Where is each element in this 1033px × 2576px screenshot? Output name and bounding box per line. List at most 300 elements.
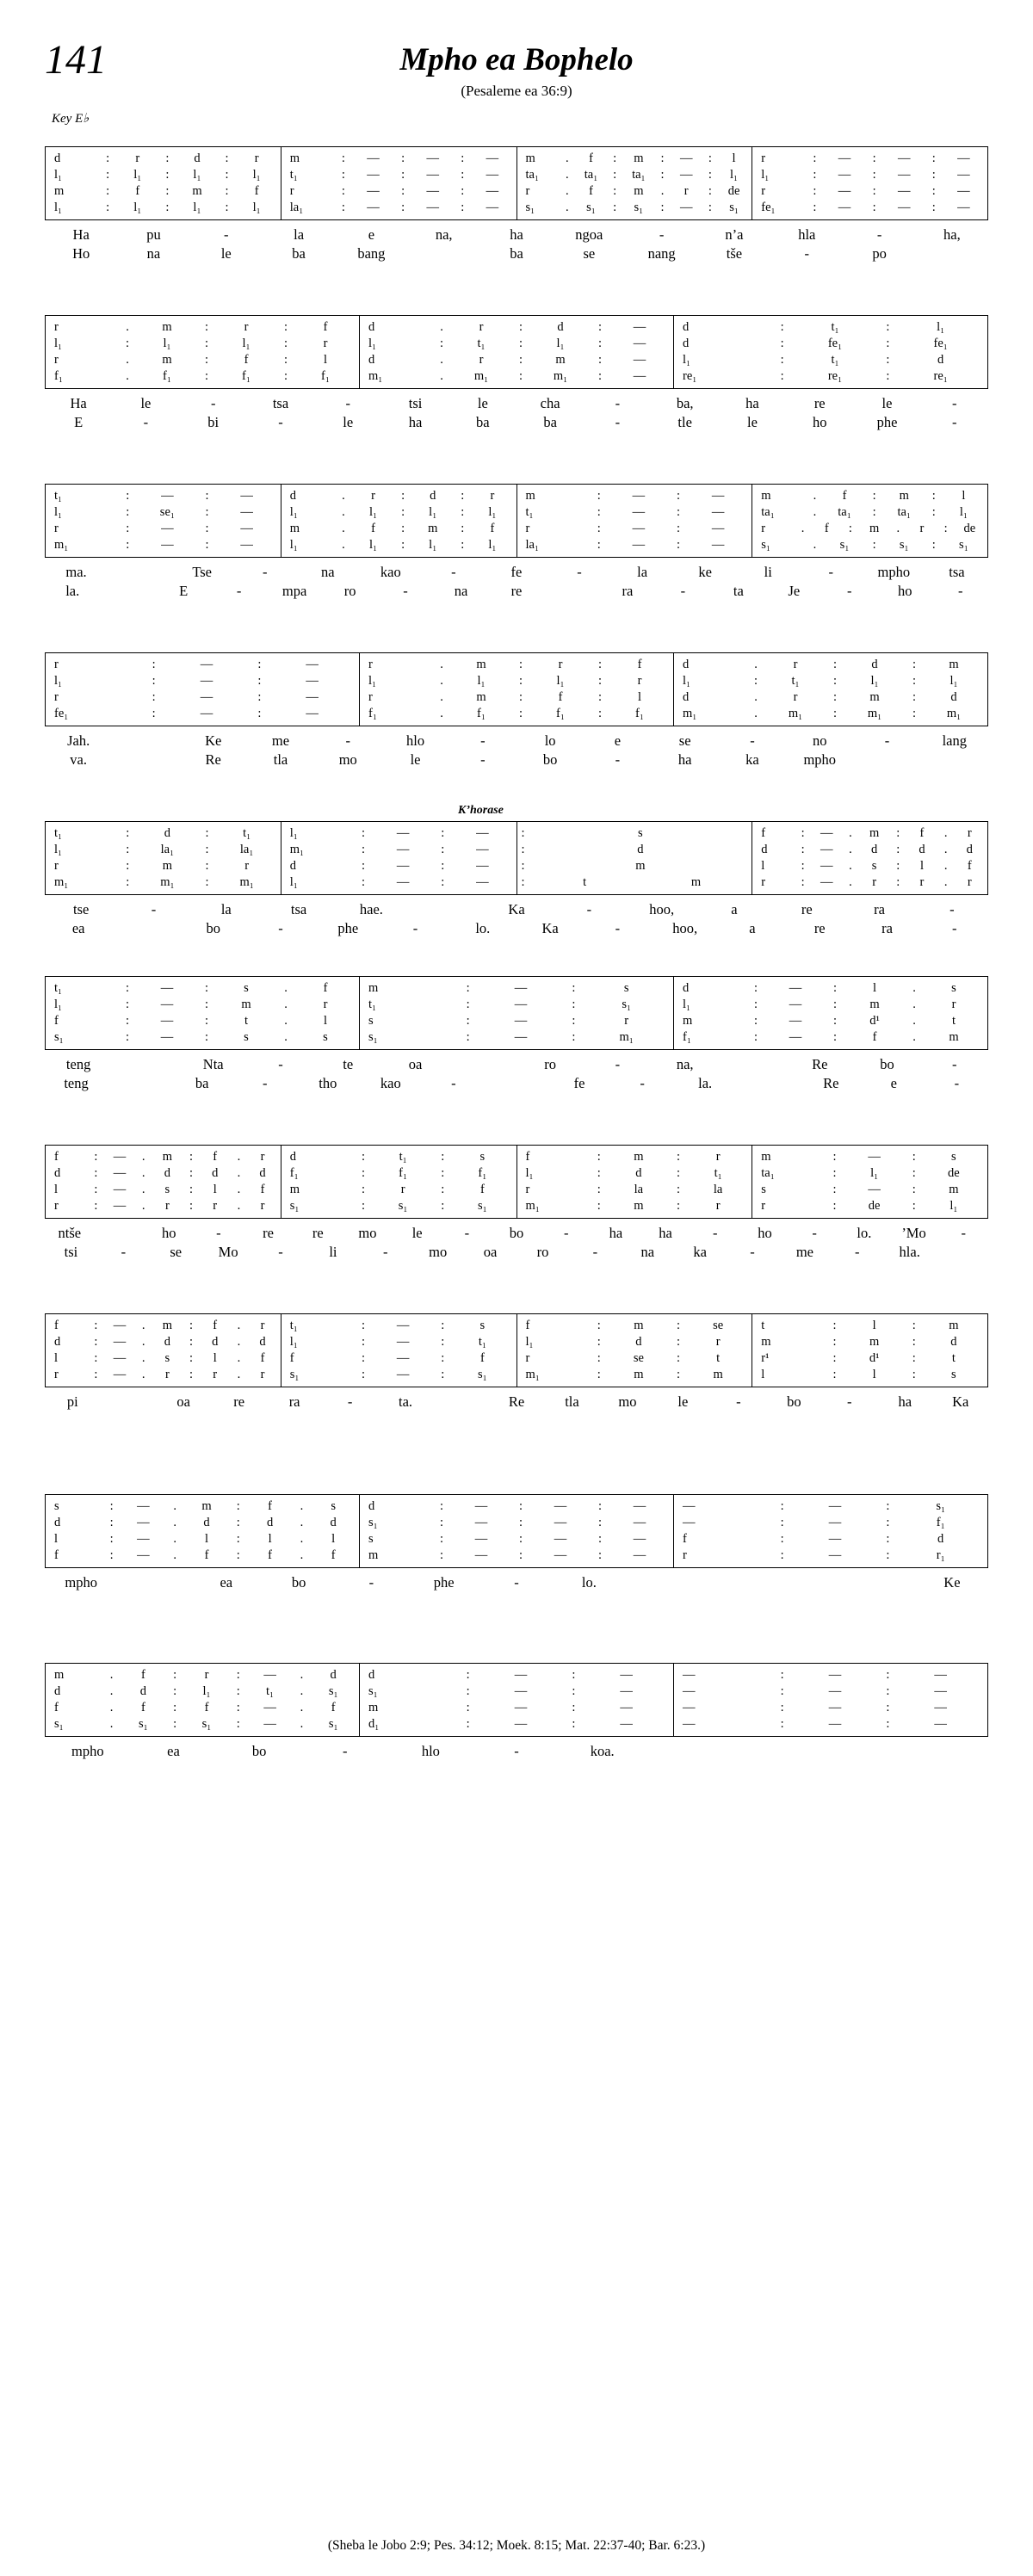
voice-line-alto	[674, 1515, 987, 1531]
lyric-syllable: Ke	[943, 1574, 961, 1591]
note-token: l	[204, 1532, 208, 1546]
note-token: m	[368, 1548, 379, 1562]
lyric-syllable: le	[746, 414, 758, 430]
note-token: f	[842, 489, 847, 503]
note-token: —	[828, 1668, 842, 1682]
voice-line-tenor	[517, 858, 752, 874]
voice-line-soprano	[281, 151, 516, 167]
lyric-syllable: ba	[195, 1075, 209, 1091]
beat-separator: .	[126, 320, 129, 334]
note-token: t₁	[478, 1335, 486, 1349]
beat-separator: :	[597, 1516, 603, 1529]
note-token: —	[957, 151, 970, 165]
lyric-syllable: -	[847, 1393, 852, 1410]
beat-separator: .	[300, 1701, 304, 1714]
note-token: —	[683, 1516, 696, 1529]
beat-separator: :	[441, 1150, 445, 1164]
lyric-syllable: fe	[573, 1075, 585, 1091]
lyric-syllable: cha	[540, 395, 560, 411]
beat-separator: :	[94, 1183, 98, 1196]
note-token: f₁	[289, 1166, 299, 1180]
note-token: s₁	[139, 1717, 148, 1731]
note-token: —	[160, 1030, 174, 1044]
beat-separator: :	[283, 337, 288, 350]
note-token: r	[371, 489, 375, 503]
note-token: d	[950, 690, 957, 704]
note-token: —	[137, 1548, 150, 1562]
note-token: m	[899, 489, 909, 503]
lyric-syllable: tla	[565, 1393, 579, 1410]
beat-separator: :	[441, 1319, 445, 1332]
note-token: t₁	[791, 674, 800, 688]
measure	[517, 1314, 753, 1387]
beat-separator: :	[886, 369, 890, 383]
beat-separator: :	[126, 875, 130, 889]
lyric-syllable: tsa	[290, 901, 307, 917]
note-token: —	[897, 201, 911, 214]
note-token: d	[203, 1516, 210, 1529]
beat-separator: :	[931, 184, 936, 198]
note-token: —	[263, 1717, 276, 1731]
note-token: —	[200, 674, 213, 688]
measure	[46, 147, 281, 219]
beat-separator: .	[896, 522, 900, 535]
note-token: m₁	[525, 1199, 540, 1213]
beat-separator: .	[566, 168, 569, 182]
beat-separator: :	[236, 1701, 240, 1714]
beat-separator: :	[441, 1199, 445, 1213]
note-token: l₁	[429, 505, 437, 519]
note-token: —	[514, 1701, 528, 1714]
beat-separator: :	[813, 168, 817, 182]
voice-line-alto	[517, 167, 752, 183]
note-token: l₁	[368, 505, 378, 519]
voice-line-bass	[360, 1716, 673, 1733]
note-token: f₁	[556, 707, 565, 720]
lyric-syllable: pu	[146, 226, 161, 243]
beat-separator: :	[597, 1183, 601, 1196]
measure	[46, 1495, 360, 1567]
voice-line-bass	[752, 1367, 987, 1383]
note-token: r	[761, 184, 766, 198]
lyric-syllable: ho	[161, 1225, 176, 1241]
lyric-syllable: -	[828, 564, 834, 580]
note-token: m	[476, 658, 486, 671]
note-token: —	[838, 184, 851, 198]
note-token: —	[838, 168, 851, 182]
beat-separator: :	[173, 1701, 177, 1714]
note-token: f₁	[635, 707, 644, 720]
lyric-syllable: ho	[898, 583, 912, 599]
beat-separator: .	[284, 981, 288, 995]
music-systems	[0, 129, 1033, 1814]
beat-separator: :	[257, 658, 262, 671]
beat-separator: :	[676, 505, 681, 519]
note-token: d	[212, 1166, 219, 1180]
voice-line-bass	[46, 368, 359, 385]
lyrics-block	[45, 1742, 988, 1782]
lyric-syllable: ke	[698, 564, 712, 580]
note-token: —	[554, 1516, 567, 1529]
note-token: —	[486, 184, 499, 198]
voice-line-bass	[517, 537, 752, 553]
note-token: l₁	[54, 337, 63, 350]
lyric-syllable: ro	[536, 1244, 549, 1260]
note-token: s	[164, 1183, 170, 1196]
beat-separator: :	[886, 1532, 890, 1546]
note-token: m	[54, 184, 65, 198]
note-token: t₁	[289, 1319, 298, 1332]
beat-separator: :	[660, 201, 665, 214]
lyric-syllable: bo	[509, 1225, 524, 1241]
note-token: d	[937, 1532, 944, 1546]
lyric-syllable: me	[271, 732, 290, 749]
beat-separator: :	[441, 1351, 445, 1365]
lyric-syllable: tho	[319, 1075, 337, 1091]
measure	[46, 653, 360, 726]
voice-line-soprano	[281, 1318, 516, 1334]
note-token: m	[869, 522, 880, 535]
beat-separator: :	[521, 859, 525, 873]
voice-line-tenor	[46, 521, 281, 537]
note-token: f₁	[321, 369, 330, 383]
note-token: m	[949, 658, 959, 671]
voice-line-tenor	[46, 1350, 281, 1367]
voice-line-alto	[674, 997, 987, 1013]
lyric-syllable: bang	[357, 245, 386, 262]
beat-separator: :	[912, 1335, 916, 1349]
beat-separator: :	[676, 1183, 681, 1196]
lyric-line-verse-1	[45, 732, 988, 751]
beat-separator: :	[401, 538, 405, 552]
note-token: —	[396, 1368, 410, 1381]
voice-line-bass	[46, 1716, 359, 1733]
note-token: d	[54, 1516, 61, 1529]
lyric-syllable: tsi	[408, 395, 423, 411]
voice-line-bass	[360, 368, 673, 385]
note-token: s	[479, 1319, 486, 1332]
note-token: f	[268, 1548, 272, 1562]
beat-separator: :	[912, 674, 917, 688]
note-token: l₁	[525, 1335, 534, 1349]
lyric-syllable: Re	[508, 1393, 525, 1410]
note-token: s₁	[368, 1030, 378, 1044]
lyric-syllable: re	[813, 395, 826, 411]
lyrics-block	[45, 1055, 988, 1095]
voice-line-bass	[752, 537, 987, 553]
beat-separator: :	[931, 538, 936, 552]
note-token: l₁	[252, 168, 261, 182]
note-token: —	[396, 1335, 410, 1349]
lyric-syllable: le	[410, 751, 421, 768]
beat-separator: :	[931, 489, 936, 503]
beat-separator: :	[886, 1516, 890, 1529]
note-token: t₁	[54, 489, 63, 503]
beat-separator: :	[676, 1335, 681, 1349]
lyric-syllable: teng	[65, 1056, 91, 1072]
beat-separator: :	[676, 1368, 681, 1381]
beat-separator: :	[518, 1516, 523, 1529]
note-token: f	[371, 522, 375, 535]
lyric-line-verse-2	[45, 751, 988, 769]
note-token: r	[793, 690, 798, 704]
lyric-syllable: -	[345, 732, 351, 749]
note-token: —	[633, 1548, 646, 1562]
note-token: —	[367, 168, 380, 182]
note-token: s₁	[398, 1199, 408, 1213]
beat-separator: :	[461, 201, 465, 214]
beat-separator: :	[518, 674, 523, 688]
beat-separator: .	[173, 1548, 176, 1562]
note-token: —	[486, 168, 499, 182]
voice-line-tenor	[281, 1350, 516, 1367]
note-token: la₁	[289, 201, 304, 214]
note-token: —	[426, 184, 439, 198]
note-token: l₁	[368, 674, 377, 688]
note-token: —	[113, 1150, 127, 1164]
note-token: s₁	[899, 538, 909, 552]
beat-separator: :	[597, 658, 603, 671]
note-token: fe₁	[827, 337, 843, 350]
note-token: —	[396, 875, 410, 889]
note-token: d	[54, 1335, 61, 1349]
lyric-syllable: ea	[220, 1574, 233, 1591]
measure	[46, 485, 281, 557]
note-token: —	[306, 707, 319, 720]
voice-line-bass	[281, 1367, 516, 1383]
lyric-syllable: -	[592, 1244, 598, 1260]
beat-separator: :	[205, 843, 209, 856]
note-token: l	[761, 859, 765, 873]
beat-separator: :	[361, 826, 366, 840]
beat-separator: :	[173, 1668, 177, 1682]
beat-separator: :	[94, 1351, 98, 1365]
beat-separator: :	[189, 1183, 194, 1196]
voice-line-soprano	[281, 1149, 516, 1165]
lyrics-block	[45, 225, 988, 265]
note-token: r	[761, 151, 766, 165]
voice-line-alto	[46, 336, 359, 352]
voice-line-bass	[674, 368, 987, 385]
voice-line-bass	[281, 200, 516, 216]
lyric-syllable: hlo	[406, 732, 425, 749]
note-token: —	[683, 1499, 696, 1513]
note-token: l₁	[252, 201, 261, 214]
note-token: —	[554, 1499, 567, 1513]
note-token: —	[426, 151, 439, 165]
note-token: f₁	[54, 369, 63, 383]
lyric-syllable: kao	[380, 564, 401, 580]
note-token: —	[934, 1668, 947, 1682]
note-token: r	[254, 151, 259, 165]
system-7	[45, 1127, 988, 1263]
note-token: f₁	[368, 707, 377, 720]
voice-line-alto	[674, 1683, 987, 1700]
note-token: —	[897, 168, 911, 182]
system-mark-row	[45, 1646, 988, 1663]
lyrics-block	[45, 1573, 988, 1613]
beat-separator: .	[173, 1499, 176, 1513]
note-token: s₁	[622, 998, 632, 1011]
beat-separator: :	[597, 1532, 603, 1546]
beat-separator: :	[597, 1368, 601, 1381]
beat-separator: :	[189, 1368, 194, 1381]
beat-separator: :	[361, 1368, 366, 1381]
beat-separator: .	[300, 1717, 304, 1731]
beat-separator: :	[813, 151, 817, 165]
note-token: d	[289, 489, 296, 503]
beat-separator: .	[912, 998, 916, 1011]
note-token: t	[951, 1014, 956, 1028]
beat-separator: :	[257, 674, 262, 688]
note-token: r	[684, 184, 689, 198]
note-token: d	[950, 1335, 957, 1349]
beat-separator: :	[283, 369, 288, 383]
beat-separator: :	[597, 337, 603, 350]
note-token: f	[140, 1701, 145, 1714]
lyric-syllable: -	[216, 1225, 221, 1241]
beat-separator: :	[204, 998, 209, 1011]
beat-separator: :	[461, 184, 465, 198]
note-token: —	[396, 826, 410, 840]
note-token: d	[368, 1668, 375, 1682]
voice-line-soprano	[517, 488, 752, 504]
note-token: r₁	[936, 1548, 945, 1562]
beat-separator: :	[801, 843, 805, 856]
voice-line-alto	[517, 1334, 752, 1350]
lyric-line-verse-1	[45, 225, 988, 244]
lyric-syllable: ba	[476, 414, 490, 430]
lyric-syllable: le	[881, 395, 893, 411]
voice-line-soprano	[752, 151, 987, 167]
note-token: l₁	[54, 998, 63, 1011]
beat-separator: :	[912, 1319, 916, 1332]
voice-line-tenor	[281, 183, 516, 200]
lyric-syllable: ra	[288, 1393, 300, 1410]
note-token: —	[396, 1351, 410, 1365]
note-token: r	[54, 320, 59, 334]
lyric-syllable: -	[342, 1743, 348, 1759]
beat-separator: :	[439, 1499, 444, 1513]
note-token: d	[212, 1335, 219, 1349]
beat-separator: :	[708, 184, 712, 198]
beat-separator: :	[912, 690, 917, 704]
note-token: s₁	[289, 1199, 300, 1213]
beat-separator: :	[753, 981, 758, 995]
lyric-syllable: ho	[758, 1225, 772, 1241]
note-token: —	[868, 1183, 881, 1196]
lyric-syllable: -	[736, 1393, 741, 1410]
note-token: s	[368, 1532, 374, 1546]
note-token: s₁	[328, 1717, 338, 1731]
voice-line-soprano	[360, 1498, 673, 1515]
beat-separator: :	[896, 875, 900, 889]
note-token: l	[213, 1351, 217, 1365]
beat-separator: .	[141, 1351, 145, 1365]
voice-line-alto	[46, 1334, 281, 1350]
lyric-line-verse-1	[45, 1055, 988, 1074]
beat-separator: .	[237, 1150, 241, 1164]
note-token: —	[113, 1335, 127, 1349]
lyric-syllable: mpho	[65, 1574, 97, 1591]
lyric-syllable: -	[121, 1244, 127, 1260]
note-token: f	[54, 1319, 59, 1332]
note-token: m₁	[553, 369, 568, 383]
note-token: f	[289, 1351, 294, 1365]
system-gap	[0, 1613, 1033, 1646]
lyric-syllable: koa.	[590, 1743, 615, 1759]
note-token: r	[479, 353, 484, 367]
lyric-syllable: ra	[881, 920, 893, 936]
note-token: m	[949, 1319, 959, 1332]
lyric-syllable: -	[403, 583, 408, 599]
lyric-syllable: -	[812, 1225, 817, 1241]
note-token: r	[400, 1183, 405, 1196]
measure	[360, 977, 674, 1049]
beat-separator: :	[518, 353, 523, 367]
voice-line-tenor	[360, 352, 673, 368]
lyric-syllable: teng	[64, 1075, 89, 1091]
beat-separator: .	[109, 1668, 114, 1682]
beat-separator: :	[341, 201, 345, 214]
beat-separator: :	[521, 875, 525, 889]
note-token: l₁	[54, 505, 63, 519]
voice-line-tenor	[517, 521, 752, 537]
note-token: d	[139, 1684, 147, 1698]
beat-separator: .	[813, 538, 817, 552]
lyric-line-verse-2	[45, 244, 988, 263]
note-token: s	[244, 981, 249, 995]
note-token: —	[620, 1717, 633, 1731]
lyric-syllable: -	[957, 583, 963, 599]
note-token: r	[525, 1351, 530, 1365]
beat-separator: :	[152, 658, 156, 671]
note-token: m₁	[54, 875, 69, 889]
lyric-syllable: ’Mo	[901, 1225, 926, 1241]
beat-separator: :	[466, 1668, 470, 1682]
lyric-syllable: Ho	[72, 245, 90, 262]
beat-separator: .	[813, 505, 817, 519]
note-token: —	[789, 998, 802, 1011]
voice-line-bass	[517, 1198, 752, 1214]
voice-line-tenor	[46, 689, 359, 706]
lyric-syllable: ha	[659, 1225, 672, 1241]
note-token: d	[164, 1166, 170, 1180]
lyric-syllable: -	[615, 751, 621, 768]
voice-line-tenor	[46, 1182, 281, 1198]
beat-separator: :	[236, 1668, 240, 1682]
voice-line-bass	[360, 1547, 673, 1564]
note-token: —	[838, 201, 851, 214]
note-token: —	[514, 1717, 528, 1731]
note-token: l₁	[193, 168, 201, 182]
beat-separator: .	[813, 489, 817, 503]
note-token: r	[967, 875, 972, 889]
beat-separator: :	[205, 859, 209, 873]
beat-separator: :	[165, 201, 170, 214]
lyric-syllable: hoo,	[649, 901, 675, 917]
beat-separator: :	[896, 859, 900, 873]
note-token: r	[715, 1150, 721, 1164]
system-gap	[0, 1263, 1033, 1296]
beat-separator: .	[660, 184, 665, 198]
note-token: s	[323, 1030, 328, 1044]
note-token: r	[715, 1199, 721, 1213]
beat-separator: :	[848, 522, 852, 535]
beat-separator: :	[912, 1183, 916, 1196]
note-token: —	[476, 875, 489, 889]
voice-line-soprano	[360, 980, 673, 997]
